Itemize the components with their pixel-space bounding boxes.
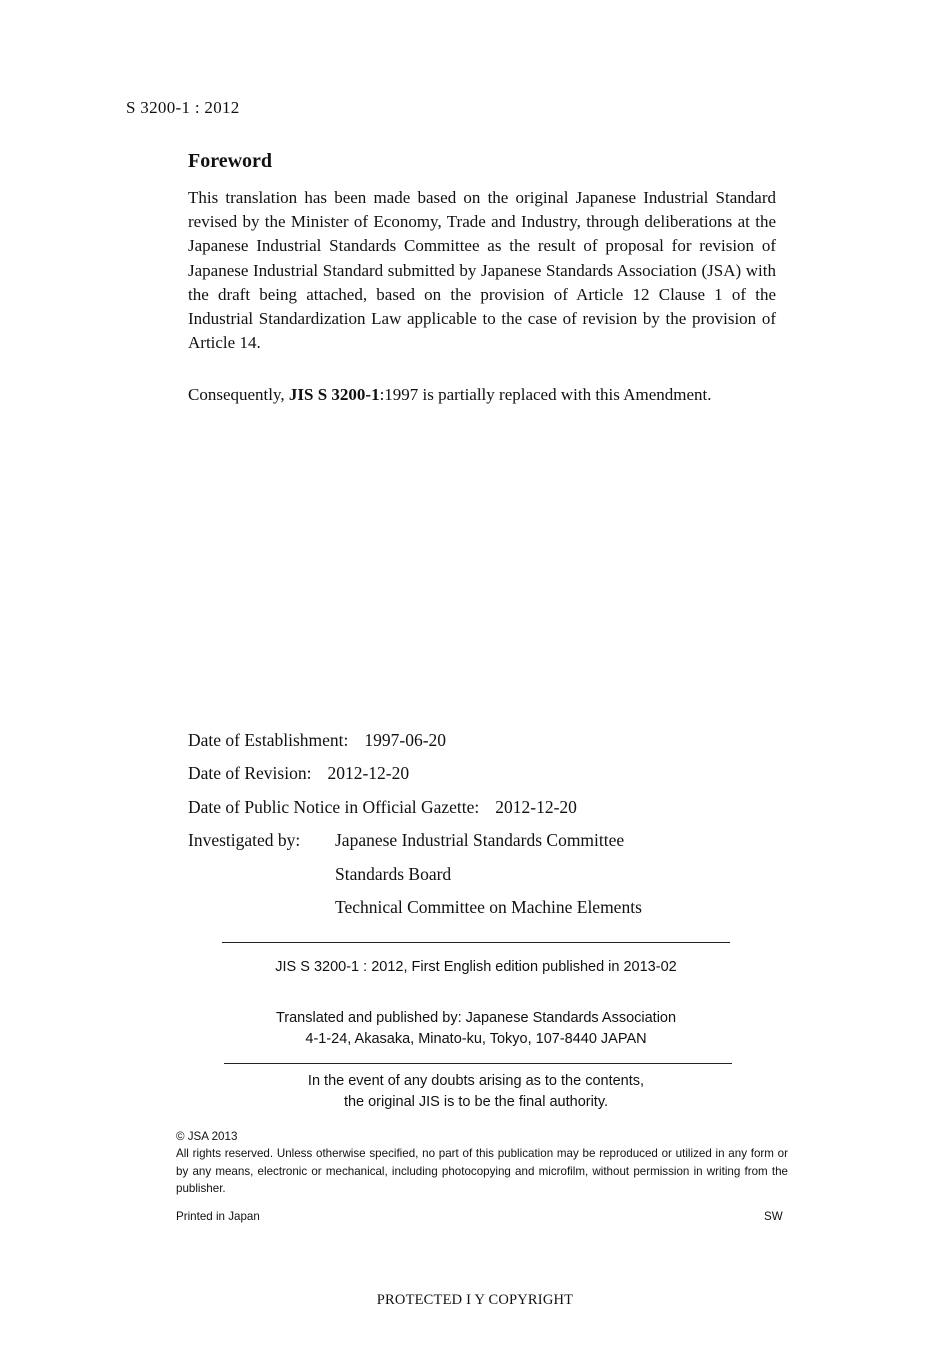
foreword-paragraph-1: This translation has been made based on the original Japanese Industrial Standard revised by the Minister of Economy, Trade and Industry, through deliberations at the Japanese Industrial Standards Committee as the result of proposal for revision of Japanese Industrial Standard submitted by Japanese Standards Association (JSA) with the draft being attached, based on the provision of Article 12 Clause 1 of the Industrial Standardization Law applicable to the case of revision by the provision of Article 14. <box>188 188 776 353</box>
establishment-date-row <box>188 730 446 751</box>
divider-top <box>222 942 730 943</box>
gazette-date-row <box>188 797 577 818</box>
gazette-value: 2012-12-20 <box>495 797 577 817</box>
sw-code: SW <box>764 1210 783 1223</box>
printed-in: Printed in Japan <box>176 1210 260 1223</box>
publisher-line-1: Translated and published by: Japanese Standards Association <box>275 1010 677 1026</box>
foreword-title: Foreword <box>188 150 273 172</box>
revision-value: 2012-12-20 <box>327 763 410 783</box>
revision-date-row <box>188 763 409 784</box>
rights-statement: All rights reserved. Unless otherwise specified, no part of this publication may be reproduced or utilized in any form or by any means, electronic or mechanical, including photocopying and microfilm, without permission in writing from the publisher. <box>176 1147 788 1195</box>
standard-reference: JIS S 3200-1 <box>288 385 380 404</box>
paragraph-2-prefix: Consequently, <box>188 385 289 404</box>
revision-label: Date of Revision: <box>188 763 312 783</box>
investigated-label: Investigated by: <box>188 830 301 850</box>
divider-bottom <box>224 1063 732 1064</box>
copyright-footer: PROTECTED I Y COPYRIGHT <box>376 1292 574 1308</box>
gazette-label: Date of Public Notice in Official Gazette: <box>188 797 480 817</box>
publisher-line-2: 4-1-24, Akasaka, Minato-ku, Tokyo, 107-8440 JAPAN <box>305 1031 647 1047</box>
doubt-line-1: In the event of any doubts arising as to the contents, <box>307 1073 645 1089</box>
establishment-label: Date of Establishment: <box>188 730 349 750</box>
doubt-line-2: the original JIS is to be the final authority. <box>343 1094 609 1110</box>
copyright-line: © JSA 2013 <box>176 1130 238 1143</box>
investigated-line-3: Technical Committee on Machine Elements <box>335 897 642 917</box>
investigated-line-2: Standards Board <box>335 864 452 884</box>
establishment-value: 1997-06-20 <box>364 730 447 750</box>
document-code-header: S 3200-1 : 2012 <box>126 98 240 117</box>
investigated-line-1: Japanese Industrial Standards Committee <box>335 830 625 850</box>
foreword-paragraph-2 <box>188 384 776 407</box>
paragraph-2-suffix: :1997 is partially replaced with this Amendment. <box>379 385 712 404</box>
edition-line: JIS S 3200-1 : 2012, First English edition published in 2013-02 <box>275 959 677 975</box>
